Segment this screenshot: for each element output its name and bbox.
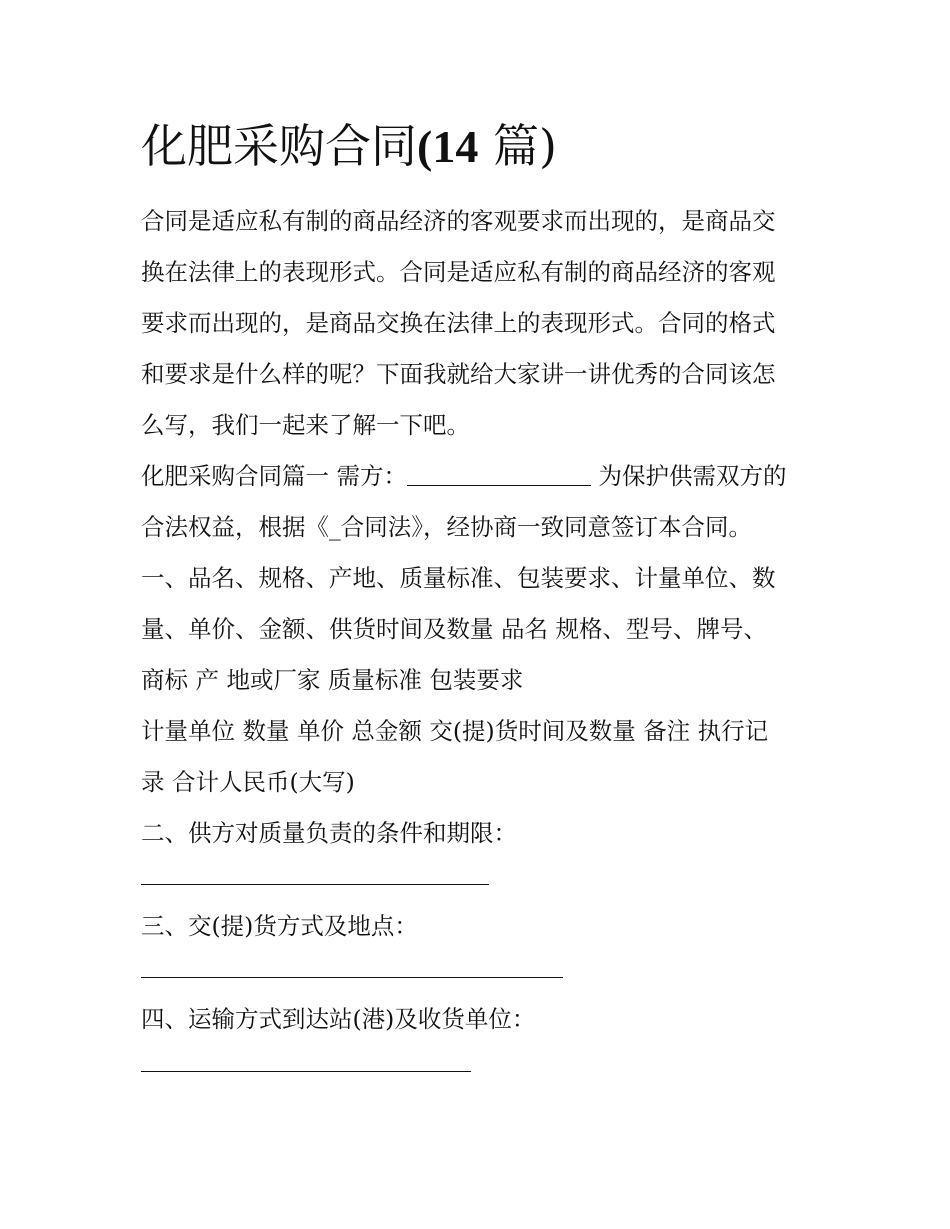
contract-heading-prefix: 化肥采购合同篇一 需方： [141,462,407,490]
section1-line-3: 商标 产 地或厂家 质量标准 包装要求 [141,666,524,694]
contract-heading [141,458,786,494]
table-header-line-2: 录 合计人民币(大写) [141,768,355,796]
section3-heading: 三、交(提)货方式及地点： [141,912,418,940]
buyer-blank [407,463,591,486]
page-title [141,116,557,177]
section1-line-2: 量、单价、金额、供货时间及数量 品名 规格、型号、牌号、 [141,615,767,643]
section2-blank [141,884,489,885]
title-main: 化肥采购合同 [141,119,417,173]
table-header-line-1: 计量单位 数量 单价 总金额 交(提)货时间及数量 备注 执行记 [141,717,769,745]
contract-heading-suffix: 为保护供需双方的 [590,462,787,490]
intro-line-1: 合同是适应私有制的商品经济的客观要求而出现的，是商品交 [141,207,776,235]
section1-line-1: 一、品名、规格、产地、质量标准、包装要求、计量单位、数 [141,564,776,592]
section2-heading: 二、供方对质量负责的条件和期限： [141,819,517,847]
section4-heading: 四、运输方式到达站(港)及收货单位： [141,1005,536,1033]
intro-line-2: 换在法律上的表现形式。合同是适应私有制的商品经济的客观 [141,258,776,286]
intro-line-3: 要求而出现的，是商品交换在法律上的表现形式。合同的格式 [141,309,776,337]
section3-blank [141,977,563,978]
title-unit: 篇) [478,119,557,173]
title-count: (14 [417,121,479,172]
contract-line-2: 合法权益，根据《_合同法》，经协商一致同意签订本合同。 [141,513,752,541]
intro-line-4: 和要求是什么样的呢？下面我就给大家讲一讲优秀的合同该怎 [141,360,776,388]
section4-blank [141,1071,471,1072]
intro-line-5: 么写，我们一起来了解一下吧。 [141,411,470,439]
